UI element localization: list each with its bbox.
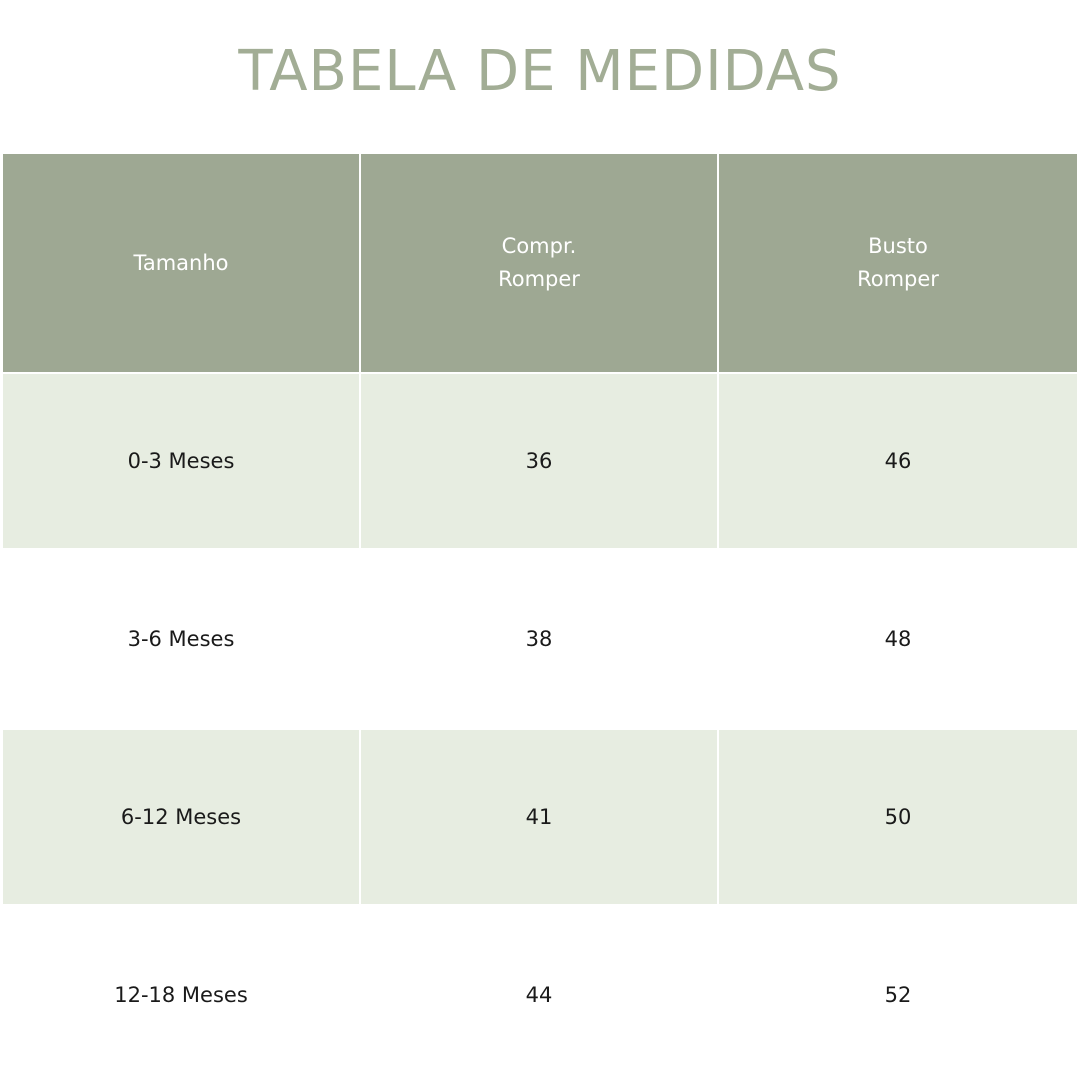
cell-length: 44 <box>361 908 717 1080</box>
size-table <box>3 154 1077 1080</box>
header-cell-comprimento <box>361 154 717 372</box>
header-label-line1: Busto <box>868 234 928 258</box>
header-cell-tamanho <box>3 154 359 372</box>
cell-length: 36 <box>361 374 717 548</box>
header-label-line2: Romper <box>498 267 580 291</box>
cell-bust: 52 <box>719 908 1077 1080</box>
cell-size: 12-18 Meses <box>3 908 359 1080</box>
cell-bust: 46 <box>719 374 1077 548</box>
page-title: TABELA DE MEDIDAS <box>238 39 842 104</box>
cell-length: 38 <box>361 552 717 726</box>
cell-bust: 50 <box>719 730 1077 904</box>
header-label-line2: Romper <box>857 267 939 291</box>
cell-size: 3-6 Meses <box>3 552 359 726</box>
cell-length: 41 <box>361 730 717 904</box>
header-label-line1: Tamanho <box>133 250 229 275</box>
cell-bust: 48 <box>719 552 1077 726</box>
cell-size: 0-3 Meses <box>3 374 359 548</box>
header-cell-busto <box>719 154 1077 372</box>
cell-size: 6-12 Meses <box>3 730 359 904</box>
header-label-line1: Compr. <box>501 234 577 258</box>
